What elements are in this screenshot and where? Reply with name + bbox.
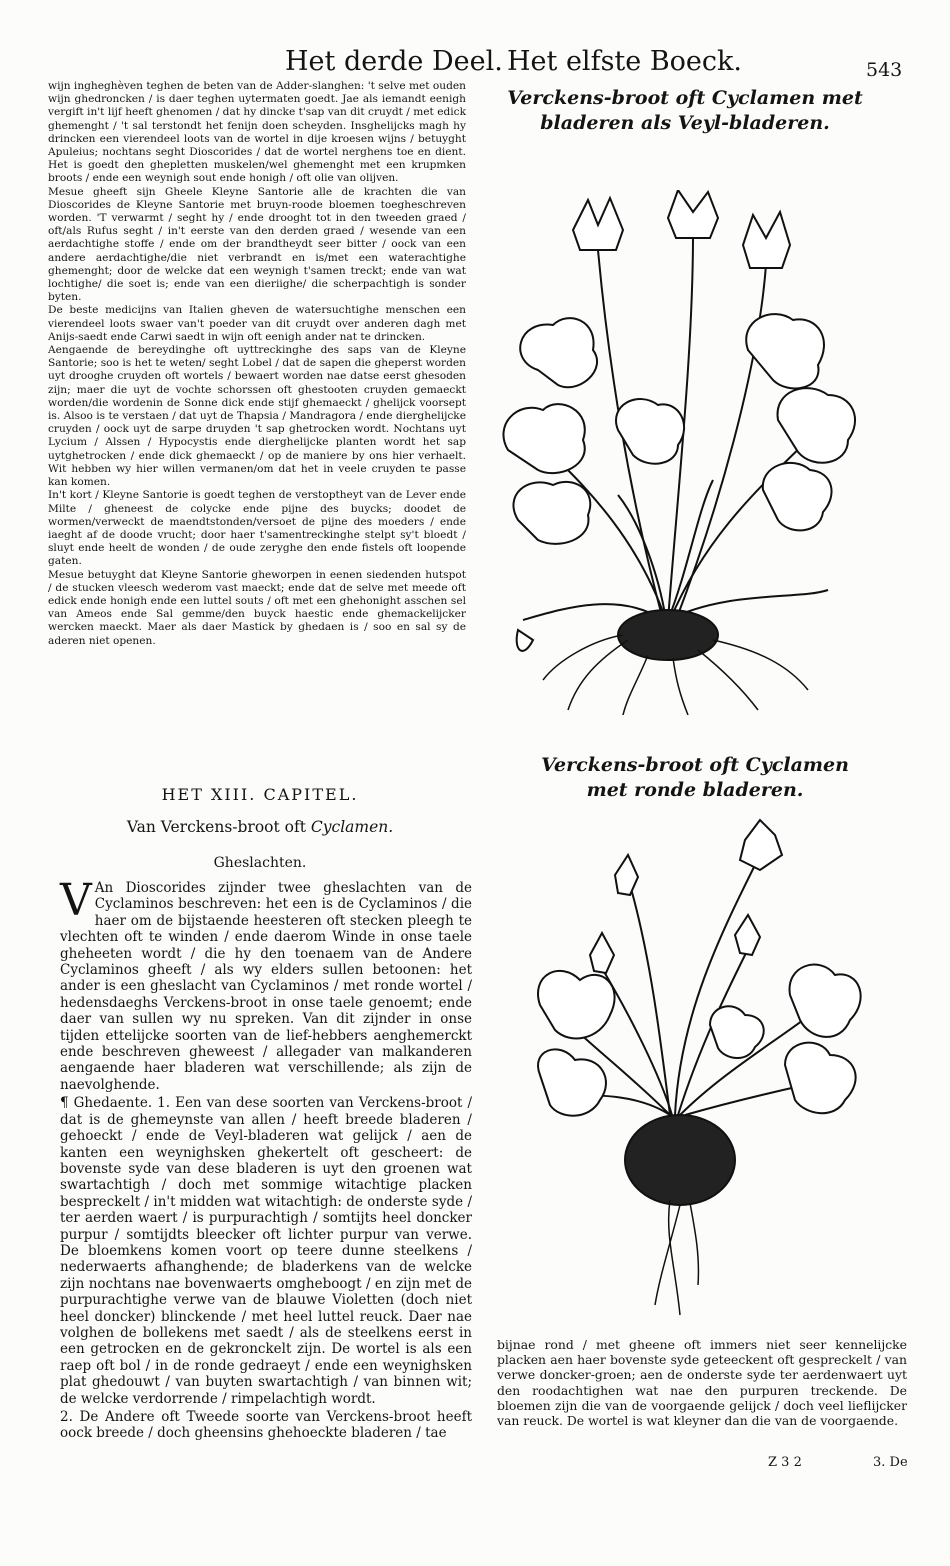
- paragraph-text: An Dioscorides zijnder twee gheslachten van de Cyclaminos beschreven: het een is de Cyclaminos / die haer om de bijstaende heesteren oft stecken pleegh te vlechten oft te winden / ende daerom Winde in onse taele gheheeten wordt / die hy den toenaem van de Andere Cyclaminos gheeft / als wy elders sullen betoonen: het ander is een gheslacht van Cyclaminos / met ronde wortel / hedensdaeghs Verckens-broot in onse taele genoemt; ende daer van sullen wy nu spreken. Van dit zijnder in onse tijden ettelijcke soorten van de lief-hebbers aenghemerckt ende beschreven gheweest / allegader van malkanderen aengaende haer bladeren wat verschillende; als zijn de naevolghende.: [60, 880, 472, 1093]
- paragraph: De beste medicijns van Italien gheven de watersuchtighe menschen een vierendeel loots swaer van't poeder van dit cruydt over anderen dagh met Anijs-saedt ende Carwi saedt in wijn oft eenigh ander nat te drincken.: [48, 304, 466, 343]
- paragraph: Aengaende de bereydinghe oft uyttreckinghe des saps van de Kleyne Santorie; soo is het te weten/ seght Lobel / dat de sapen die gheperst worden uyt drooghe cruyden oft wortels / bewaert worden nae datse eerst ghesoden zijn; maer die uyt de vochte schorssen oft ghestooten cruyden gemaeckt worden/die wordenin de Sonne dick ende stijf ghemaeckt / ghelijck voorsept is. Alsoo is te verstaen / dat uyt de Thapsia / Mandragora / ende dierghelijcke cruyden / oock uyt de sarpe druyden 't sap ghetrocken wordt. Nochtans uyt Lycium / Alssen / Hypocystis ende dierghelijcke planten wordt het sap uytghetrocken / ende dick ghemaeckt / op de maniere by ons hier verhaelt. Wit hebben wy hier willen vermanen/om dat het in veele cruyden te passe kan komen.: [48, 344, 466, 489]
- figure-caption-1: Verckens-broot oft Cyclamen met bladeren als Veyl-bladeren.: [507, 87, 863, 134]
- left-column-text: [48, 80, 466, 648]
- signature-mark: Z 3 2: [768, 1455, 802, 1470]
- paragraph: ¶ Ghedaente. 1. Een van dese soorten van Verckens-broot / dat is de ghemeynste van allen / heeft breede bladeren / gehoeckt / ende de Veyl-bladeren wat gelijck / aen de kanten een weynighsken ghekertelt oft gescheert: de bovenste syde van dese bladeren is uyt den groenen wat swartachtigh / doch met sommige witachtige placken bespreckelt / in't midden wat witachtigh: de onderste syde / ter aerden waert / is purpurachtigh / somtijts heel doncker purpur / somtijdts bleecker oft lichter purpur van verwe. De bloemkens komen voort op teere dunne steelkens / nederwaerts afhanghende; de bladerkens van de welcke zijn nochtans nae bovenwaerts omgheboogt / en zijn met de purpurachtighe verwe van de blauwe Violetten (doch niet heel doncker) blinckende / met heel luttel reuck. Daer nae volghen de bollekens met saedt / als de steelkens eerst in een getrocken en de gekronckelt zijn. De wortel is als een raep oft bol / in de ronde gedraeyt / ende een weynighsken plat ghedouwt / van buyten swartachtigh / van binnen wit; de welcke verdorrende / rimpelachtigh wordt.: [60, 1095, 472, 1407]
- chapter-title: HET XIII. CAPITEL.: [161, 785, 359, 804]
- cyclamen-woodcut-2: [520, 815, 890, 1320]
- chapter-subtitle-italic: Cyclamen.: [310, 818, 394, 836]
- chapter-subtitle-text: Van Verckens-broot oft: [126, 818, 311, 836]
- flowers: [573, 190, 790, 268]
- cyclamen-woodcut-1: [498, 190, 868, 715]
- paragraph: Mesue gheeft sijn Gheele Kleyne Santorie alle de krachten die van Dioscorides de Kleyne Santorie met bruyn-roode bloemen toegheschreven worden. 'T verwarmt / seght hy / ende drooght tot in den tweeden graed / oft/als Rufus seght / in't eerste van den derden graed / wesende van een aerdachtighe stoffe / ende om der brandtheydt seer bitter / oock van een andere aerdachtighe/die niet verbrandt en is/met een waterachtighe ghemenght; door de welcke dat een weynigh t'samen treckt; ende van wat lochtighe/ die soet is; ende van een dieriighe/ die scherpachtigh is sonder byten.: [48, 185, 466, 304]
- paragraph: [60, 875, 472, 1093]
- tuber: [618, 610, 718, 660]
- right-column-text: [497, 1337, 907, 1428]
- catchword: 3. De: [873, 1455, 908, 1470]
- tuber: [625, 1115, 735, 1205]
- main-column-text: [60, 875, 472, 1444]
- section-heading: Gheslachten.: [213, 855, 307, 871]
- running-head-left: Het derde Deel.: [285, 46, 503, 77]
- flowers: [590, 820, 782, 973]
- drop-cap: V: [60, 875, 92, 926]
- roots: [655, 1200, 698, 1315]
- paragraph: In't kort / Kleyne Santorie is goedt teghen de verstoptheyt van de Lever ende Milte / gheneest de colycke ende pijne des buycks; doodet de wormen/verweckt de maendtstonden/versoet de pijne des moeders / ende iaeght af de doode vrucht; door haer t'samentreckinghe stelpt sy't bloedt / sluyt ende heelt de wonden / de oude zeryghe den ende fistels oft loopende gaten.: [48, 489, 466, 568]
- figure-caption-2: Verckens-broot oft Cyclamen met ronde bladeren.: [541, 754, 849, 801]
- paragraph: Mesue betuyght dat Kleyne Santorie gheworpen in eenen siedenden hutspot / de stucken vleesch wederom vast maeckt; ende dat de selve met meede oft edick ende honigh ende een luttel souts / oft met een ghehonight asschen sel van Ameos ende Sal gemme/den buyck haestic ende ghemackelijcker wercken maeckt. Maer als daer Mastick by ghedaen is / soo en sal sy de aderen niet openen.: [48, 568, 466, 647]
- chapter-subtitle: [60, 818, 460, 836]
- running-head-right: Het elfste Boeck.: [507, 46, 742, 77]
- paragraph: 2. De Andere oft Tweede soorte van Verckens-broot heeft oock breede / doch gheensins ghehoeckte bladeren / tae: [60, 1409, 472, 1442]
- page-number: 543: [866, 59, 903, 81]
- paragraph: wijn ingheghèven teghen de beten van de Adder-slanghen: 't selve met ouden wijn ghedroncken / is daer teghen uytermaten goedt. Jae als iemandt eenigh vergift in't lijf heeft ghenomen / dat hy dincke t'sap van dit cruydt / met edick ghemenght / 't sal terstondt het fenijn doen scheyden. Insghelijcks magh hy drincken een vierendeel loots van de wortel in dije kroesen wijns / betuyght Apuleius; nochtans seght Dioscorides / dat de wortel nerghens toe en dient. Het is goedt den ghepletten muskelen/wel ghemenght met een krupmken broots / ende een weynigh sout ende honigh / oft olie van olijven.: [48, 80, 467, 185]
- paragraph: bijnae rond / met gheene oft immers niet seer kennelijcke placken aen haer bovenste syde geteeckent oft gespreckelt / van verwe doncker-groen; aen de onderste syde ter aerdenwaert uyt den roodachtighen wat nae den purpuren treckende. De bloemen zijn die van de voorgaende gelijck / doch veel lieflijcker van reuck. De wortel is wat kleyner dan die van de voorgaende.: [497, 1337, 907, 1429]
